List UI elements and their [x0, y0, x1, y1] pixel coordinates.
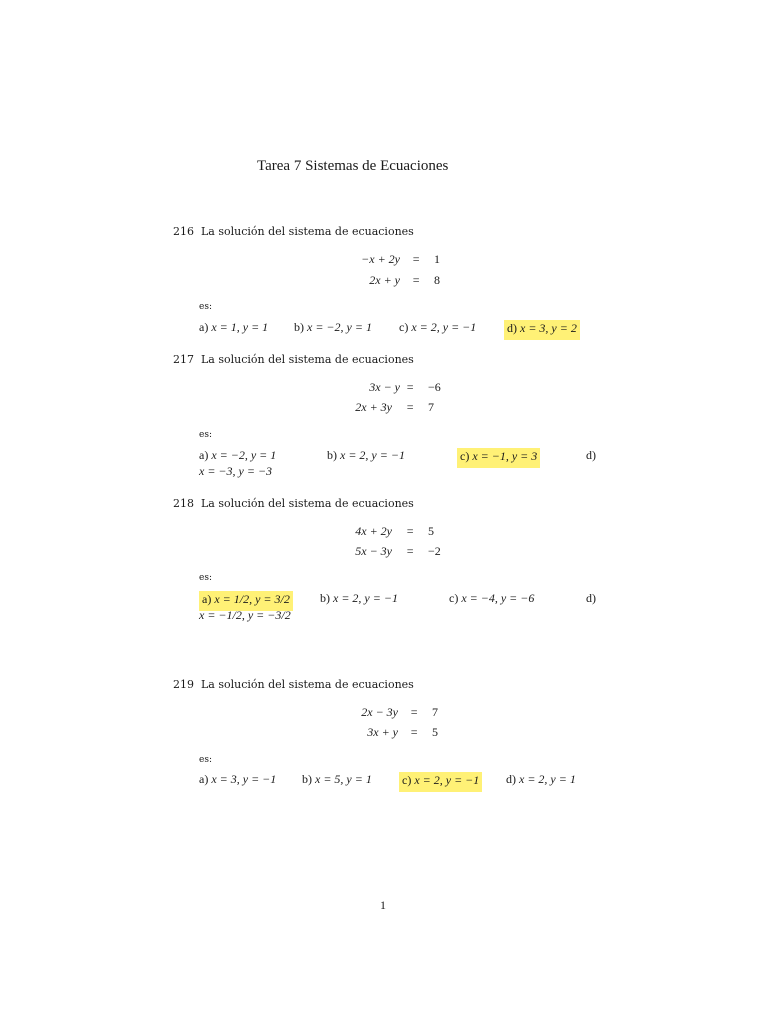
problem-header	[173, 497, 414, 510]
equation-lhs: 4x + 2y	[355, 524, 392, 538]
equation-lhs: 5x − 3y	[355, 544, 392, 558]
problem-prompt: La solución del sistema de ecuaciones	[201, 225, 414, 238]
problem-number: 219	[173, 678, 194, 691]
option-label: c)	[399, 320, 409, 334]
equation-lhs: 2x + y	[369, 273, 400, 287]
equation-rhs: 5	[428, 524, 434, 538]
problem-prompt: La solución del sistema de ecuaciones	[201, 678, 414, 691]
option-value: x = −2, y = 1	[211, 448, 277, 462]
equation-sign: =	[410, 705, 419, 719]
option-c	[399, 320, 476, 335]
option-d	[504, 320, 580, 340]
option-label: b)	[320, 591, 330, 605]
problem-number: 217	[173, 353, 194, 366]
option-label: c)	[402, 773, 412, 787]
option-value: x = 3, y = −1	[211, 772, 277, 786]
option-value: x = 2, y = −1	[411, 320, 477, 334]
option-b	[294, 320, 372, 335]
option-a	[199, 320, 268, 335]
problem-prompt: La solución del sistema de ecuaciones	[201, 353, 414, 366]
equation-sign: =	[406, 400, 415, 414]
problem-header	[173, 225, 414, 238]
option-d-label: d)	[586, 591, 596, 605]
option-label: c)	[449, 591, 459, 605]
option-value: x = 3, y = 2	[520, 321, 577, 335]
option-value: x = 2, y = −1	[333, 591, 398, 605]
es-label: es:	[199, 755, 212, 765]
equation-sign: =	[412, 252, 421, 266]
option-value: x = 2, y = −1	[414, 773, 480, 787]
equation-lhs: 3x − y	[369, 380, 400, 394]
option-b	[320, 591, 398, 606]
equation-rhs: 5	[432, 725, 438, 739]
option-d-value: x = −3, y = −3	[199, 464, 273, 478]
option-label: b)	[294, 320, 304, 334]
option-label: b)	[302, 772, 312, 786]
option-value: x = 5, y = 1	[315, 772, 372, 786]
problem-prompt: La solución del sistema de ecuaciones	[201, 497, 414, 510]
equation-rhs: 7	[428, 400, 434, 414]
equation-rhs: 1	[434, 252, 440, 266]
equation-rhs: 7	[432, 705, 438, 719]
option-b	[302, 772, 372, 787]
es-label: es:	[199, 430, 212, 440]
problem-number: 218	[173, 497, 194, 510]
equation-rhs: −2	[428, 544, 441, 558]
option-label: b)	[327, 448, 337, 462]
equation-lhs: −x + 2y	[361, 252, 400, 266]
equation-sign: =	[406, 524, 415, 538]
option-value: x = 1/2, y = 3/2	[214, 592, 290, 606]
option-label: a)	[202, 592, 212, 606]
es-label: es:	[199, 573, 212, 583]
option-value: x = −1, y = 3	[472, 449, 538, 463]
option-label: a)	[199, 448, 209, 462]
option-value: x = −2, y = 1	[307, 320, 372, 334]
problem-header	[173, 678, 414, 691]
option-b	[327, 448, 405, 463]
equation-lhs: 3x + y	[367, 725, 398, 739]
page-title: Tarea 7 Sistemas de Ecuaciones	[257, 158, 449, 174]
option-label: c)	[460, 449, 470, 463]
equation-lhs: 2x + 3y	[355, 400, 392, 414]
equation-sign: =	[410, 725, 419, 739]
option-c	[399, 772, 482, 792]
problem-header	[173, 353, 414, 366]
equation-lhs: 2x − 3y	[361, 705, 398, 719]
equation-sign: =	[406, 544, 415, 558]
option-label: a)	[199, 772, 209, 786]
option-value: x = −4, y = −6	[461, 591, 535, 605]
option-value: x = 1, y = 1	[211, 320, 269, 334]
option-label: a)	[199, 320, 209, 334]
option-d-value: x = −1/2, y = −3/2	[199, 608, 291, 622]
equation-rhs: −6	[428, 380, 441, 394]
page-number: 1	[380, 898, 386, 912]
option-d	[506, 772, 576, 787]
option-c	[457, 448, 540, 468]
option-d-label: d)	[586, 448, 596, 462]
equation-sign: =	[406, 380, 415, 394]
problem-number: 216	[173, 225, 194, 238]
es-label: es:	[199, 302, 212, 312]
option-value: x = 2, y = 1	[519, 772, 576, 786]
option-value: x = 2, y = −1	[340, 448, 405, 462]
option-a	[199, 772, 276, 787]
option-c	[449, 591, 534, 606]
option-a	[199, 448, 276, 463]
option-label: d)	[506, 772, 516, 786]
equation-rhs: 8	[434, 273, 440, 287]
equation-sign: =	[412, 273, 421, 287]
option-label: d)	[507, 321, 517, 335]
